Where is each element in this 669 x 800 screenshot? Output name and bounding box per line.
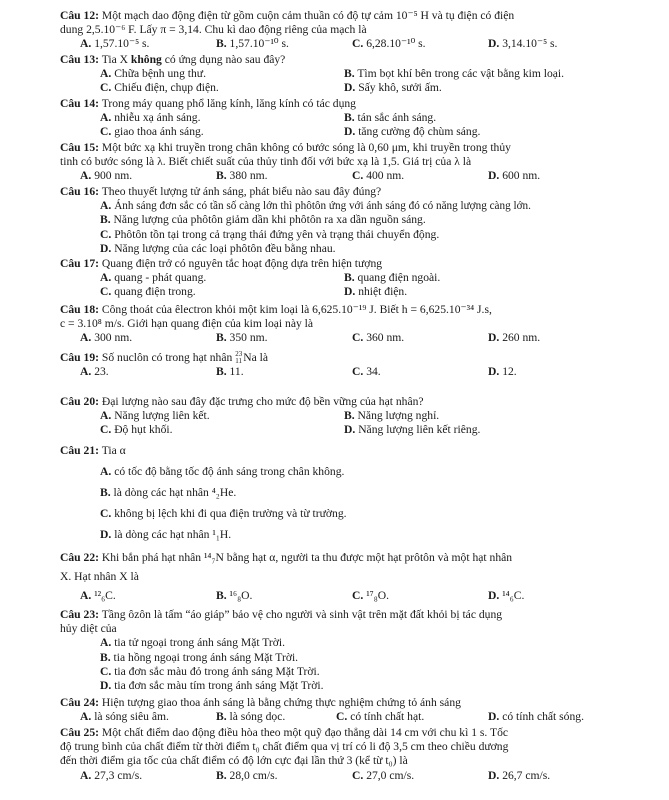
- question-number: Câu 21:: [60, 444, 99, 457]
- options-row: [60, 423, 626, 437]
- option-d: D. 26,7 cm/s.: [488, 768, 551, 782]
- options-row: [60, 365, 626, 379]
- option-c: C. ¹⁷₈O.: [352, 589, 390, 602]
- option-c: C. tia đơn sắc màu đỏ trong ánh sáng Mặt Trời.: [100, 664, 320, 678]
- option-b: B. Tìm bọt khí bên trong các vật bằng kim loại.: [344, 67, 565, 81]
- option-d: D. Năng lượng của các loại phôtôn đều bằng nhau.: [100, 241, 336, 255]
- question-20: Câu 20: Đại lượng nào sau đây đặc trưng cho mức độ bền vững của hạt nhân? A. Năng lượng liên kết. B. Năng lượng nghỉ. C. Độ hụt khối. D. Năng lượng liên kết riêng.: [60, 395, 626, 438]
- question-number: Câu 19:: [60, 351, 99, 364]
- options-row: [60, 769, 626, 783]
- option-c: C. giao thoa ánh sáng.: [100, 125, 204, 139]
- options-row: [60, 169, 626, 183]
- options-row: [60, 271, 626, 285]
- option-b: B. 350 nm.: [216, 331, 268, 345]
- question-15: Câu 15: Một bức xạ khi truyền trong chân không có bước sóng là 0,60 μm, khi truyền trong thủy tinh có bước sóng là λ. Biết chiết suất của thủy tinh đối với bức xạ là 1,5. Giá trị của λ là A. 900 nm. B. 380 nm. C. 400 nm. D. 600 nm.: [60, 141, 626, 184]
- option-c: C. Phôtôn tồn tại trong cả trạng thái đứng yên và trạng thái chuyển động.: [100, 227, 440, 241]
- option-a: A. nhiễu xạ ánh sáng.: [100, 111, 201, 125]
- question-number: Câu 18:: [60, 303, 99, 316]
- option-b: B. quang điện ngoài.: [344, 271, 441, 285]
- question-number: Câu 14:: [60, 97, 99, 110]
- question-number: Câu 22:: [60, 551, 99, 564]
- question-22: Câu 22: Khi bắn phá hạt nhân ¹⁴₇N bằng hạt α, người ta thu được một hạt prôtôn và một hạt nhân X. Hạt nhân X là A. ¹²₆C. B. ¹⁶₈O. C. ¹⁷₈O. D. ¹⁴₆C.: [60, 548, 626, 605]
- option-c: C. 34.: [352, 365, 381, 379]
- question-21: Câu 21: Tia α A. có tốc độ bằng tốc độ ánh sáng trong chân không. B. là dòng các hạt nhân ⁴₂He. C. không bị lệch khi đi qua điện trường và từ trường. D. là dòng các hạt nhân ¹₁H.: [60, 440, 626, 545]
- question-number: Câu 13:: [60, 53, 99, 66]
- option-b: B. tán sắc ánh sáng.: [344, 111, 437, 125]
- option-d: D. Sấy khô, sưởi ấm.: [344, 81, 442, 95]
- option-b: B. ¹⁶₈O.: [216, 589, 253, 602]
- question-23: Câu 23: Tầng ôzôn là tấm “áo giáp” bảo vệ cho người và sinh vật trên mặt đất khỏi bị tác dụng hủy diệt của A. tia tử ngoại trong ánh sáng Mặt Trời. B. tia hồng ngoại trong ánh sáng Mặt Trời. C. tia đơn sắc màu đỏ trong ánh sáng Mặt Trời. D. tia đơn sắc màu tím trong ánh sáng Mặt Trời.: [60, 608, 626, 693]
- option-c: C. Độ hụt khối.: [100, 423, 173, 437]
- option-d: D. Năng lượng liên kết riêng.: [344, 423, 481, 437]
- question-number: Câu 16:: [60, 185, 99, 198]
- option-b: B. Năng lượng của phôtôn giảm dần khi phôtôn ra xa dần nguồn sáng.: [100, 213, 426, 227]
- option-a: A. 300 nm.: [80, 331, 133, 345]
- question-stem-cont: dung 2,5.10⁻⁶ F. Lấy π = 3,14. Chu kì dao động riêng của mạch là: [60, 23, 367, 37]
- option-d: D. ¹⁴₆C.: [488, 589, 525, 602]
- question-stem: Một mạch dao động điện từ gồm cuộn cảm thuần có độ tự cảm 10⁻⁵ H và tụ điện có điện: [101, 9, 515, 22]
- option-a: A. 1,57.10⁻⁵ s.: [80, 37, 150, 51]
- nuclide-notation: 23 11: [235, 350, 243, 366]
- option-b: B. Năng lượng nghỉ.: [344, 409, 440, 423]
- option-a: A. có tốc độ bằng tốc độ ánh sáng trong chân không.: [100, 465, 345, 478]
- options-row: [60, 81, 626, 95]
- option-d: D. có tính chất sóng.: [488, 710, 584, 724]
- option-a: A. 27,3 cm/s.: [80, 768, 143, 782]
- question-number: Câu 25:: [60, 726, 99, 739]
- option-a: A. ¹²₆C.: [80, 589, 116, 602]
- option-d: D. tia đơn sắc màu tím trong ánh sáng Mặt Trời.: [100, 679, 324, 693]
- option-b: B. 11.: [216, 365, 244, 379]
- option-b: B. 380 nm.: [216, 169, 268, 183]
- options-row: [60, 125, 626, 139]
- option-d: D. 600 nm.: [488, 169, 541, 183]
- option-c: C. 400 nm.: [352, 169, 405, 183]
- option-a: A. 900 nm.: [80, 169, 133, 183]
- question-number: Câu 12:: [60, 9, 99, 22]
- options-row: [60, 409, 626, 423]
- option-c: C. có tính chất hạt.: [336, 710, 425, 724]
- option-a: A. Năng lượng liên kết.: [100, 409, 210, 423]
- question-16: Câu 16: Theo thuyết lượng tử ánh sáng, phát biểu nào sau đây đúng? A. Ánh sáng đơn sắc có tần số càng lớn thì phôtôn ứng với ánh sáng đó có năng lượng càng lớn. B. Năng lượng của phôtôn giảm dần khi phôtôn ra xa dần nguồn sáng. C. Phôtôn tồn tại trong cả trạng thái đứng yên và trạng thái chuyển động. D. Năng lượng của các loại phôtôn đều bằng nhau.: [60, 185, 626, 256]
- question-number: Câu 20:: [60, 395, 99, 408]
- option-d: D. 12.: [488, 365, 517, 379]
- option-c: C. 360 nm.: [352, 331, 405, 345]
- options-row: [60, 710, 626, 724]
- option-b: B. là sóng dọc.: [216, 710, 286, 724]
- option-a: A. Chữa bệnh ung thư.: [100, 67, 206, 81]
- option-c: C. 27,0 cm/s.: [352, 768, 415, 782]
- option-c: C. quang điện trong.: [100, 285, 196, 299]
- options-row: [60, 67, 626, 81]
- question-24: Câu 24: Hiện tượng giao thoa ánh sáng là bằng chứng thực nghiệm chứng tỏ ánh sáng A. là sóng siêu âm. B. là sóng dọc. C. có tính chất hạt. D. có tính chất sóng.: [60, 696, 626, 724]
- options-row: [60, 37, 626, 51]
- option-b: B. 1,57.10⁻¹⁰ s.: [216, 37, 289, 51]
- question-14: Câu 14: Trong máy quang phổ lăng kính, lăng kính có tác dụng A. nhiễu xạ ánh sáng. B. tán sắc ánh sáng. C. giao thoa ánh sáng. D. tăng cường độ chùm sáng.: [60, 97, 626, 140]
- option-a: A. quang - phát quang.: [100, 271, 207, 285]
- question-number: Câu 23:: [60, 608, 99, 621]
- option-b: B. tia hồng ngoại trong ánh sáng Mặt Trời.: [100, 650, 299, 664]
- options-row: [60, 111, 626, 125]
- option-b: B. là dòng các hạt nhân ⁴₂He.: [100, 486, 237, 499]
- option-d: D. nhiệt điện.: [344, 285, 408, 299]
- question-19: Câu 19: Số nuclôn có trong hạt nhân 23 11 Na là A. 23. B. 11. C. 34. D. 12.: [60, 351, 626, 380]
- option-d: D. là dòng các hạt nhân ¹₁H.: [100, 528, 232, 541]
- option-a: A. Ánh sáng đơn sắc có tần số càng lớn thì phôtôn ứng với ánh sáng đó có năng lượng càng lớn.: [100, 199, 531, 213]
- option-a: A. tia tử ngoại trong ánh sáng Mặt Trời.: [100, 636, 286, 650]
- option-d: D. tăng cường độ chùm sáng.: [344, 125, 481, 139]
- options-row: [60, 285, 626, 299]
- option-a: A. 23.: [80, 365, 109, 379]
- question-12: [60, 9, 626, 52]
- question-25: Câu 25: Một chất điểm dao động điều hòa theo một quỹ đạo thẳng dài 14 cm với chu kì 1 s. Tốc độ trung bình của chất điểm từ thời điểm t₀ chất điểm qua vị trí có li độ 3,5 cm theo chiều dương đến thời điểm gia tốc của chất điểm có độ lớn cực đại lần thứ 3 (kể từ t₀) là A. 27,3 cm/s. B. 28,0 cm/s. C. 27,0 cm/s. D. 26,7 cm/s.: [60, 726, 626, 783]
- question-number: Câu 24:: [60, 696, 99, 709]
- option-c: C. Chiếu điện, chụp điện.: [100, 81, 219, 95]
- question-13: Câu 13: Tia X không có ứng dụng nào sau đây? A. Chữa bệnh ung thư. B. Tìm bọt khí bên trong các vật bằng kim loại. C. Chiếu điện, chụp điện. D. Sấy khô, sưởi ấm.: [60, 53, 626, 96]
- question-18: Câu 18: Công thoát của êlectron khỏi một kim loại là 6,625.10⁻¹⁹ J. Biết h = 6,625.10⁻³⁴ J.s, c = 3.10⁸ m/s. Giới hạn quang điện của kim loại này là A. 300 nm. B. 350 nm. C. 360 nm. D. 260 nm.: [60, 303, 626, 346]
- option-d: D. 3,14.10⁻⁵ s.: [488, 37, 558, 51]
- question-17: Câu 17: Quang điện trở có nguyên tắc hoạt động dựa trên hiện tượng A. quang - phát quang. B. quang điện ngoài. C. quang điện trong. D. nhiệt điện.: [60, 257, 626, 300]
- option-b: B. 28,0 cm/s.: [216, 768, 278, 782]
- question-number: Câu 15:: [60, 141, 99, 154]
- option-c: C. 6,28.10⁻¹⁰ s.: [352, 37, 426, 51]
- question-number: Câu 17:: [60, 257, 99, 270]
- options-row: [60, 586, 626, 605]
- option-c: C. không bị lệch khi đi qua điện trường và từ trường.: [100, 507, 347, 520]
- option-a: A. là sóng siêu âm.: [80, 710, 169, 724]
- option-d: D. 260 nm.: [488, 331, 541, 345]
- options-row: [60, 331, 626, 345]
